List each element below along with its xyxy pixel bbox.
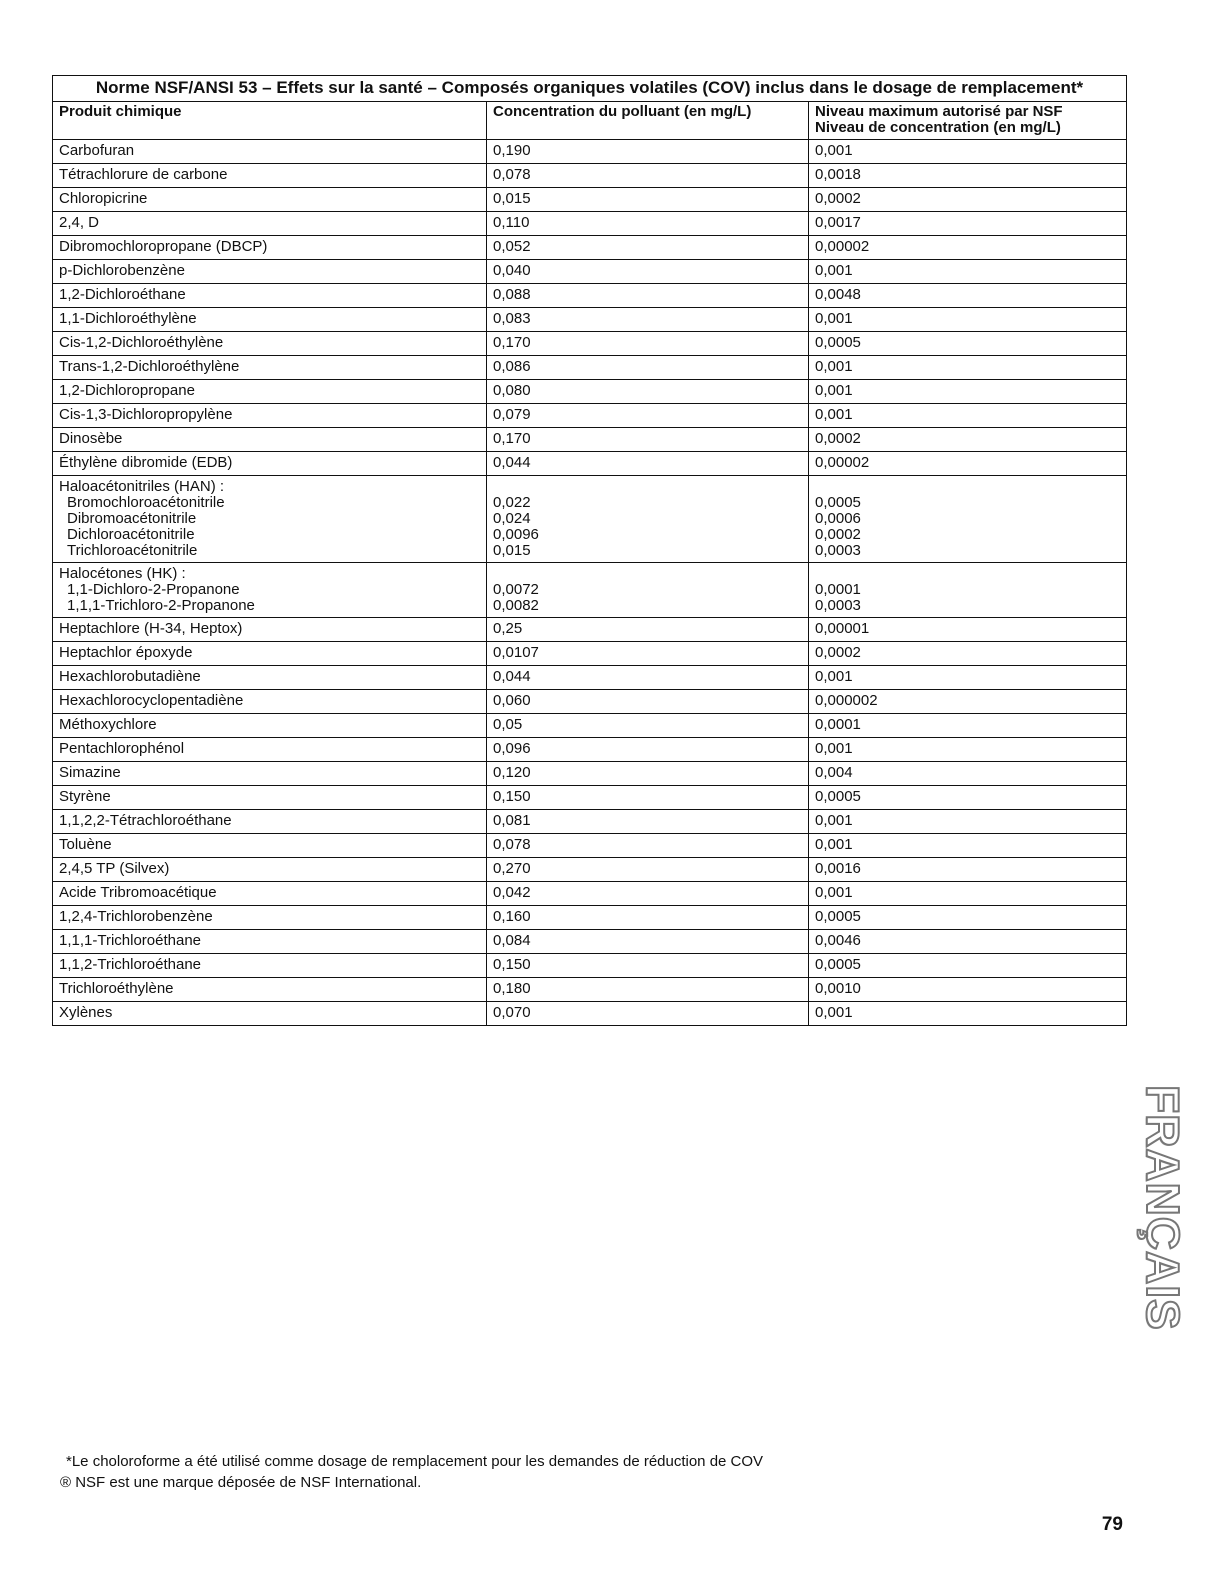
- concentration-cell: 0,044: [487, 666, 809, 690]
- max-level-cell: 0,0010: [809, 978, 1127, 1002]
- concentration-cell: 0,05: [487, 714, 809, 738]
- table-row: [53, 642, 1127, 666]
- header-max-level: [809, 102, 1127, 140]
- group-item-concentration: 0,024: [493, 510, 531, 527]
- chemical-name-cell: p-Dichlorobenzène: [53, 260, 487, 284]
- chemical-name-cell: 1,2-Dichloroéthane: [53, 284, 487, 308]
- chemical-name-cell: 1,1,1-Trichloroéthane: [53, 930, 487, 954]
- concentration-cell: 0,042: [487, 882, 809, 906]
- concentration-cell: 0,079: [487, 404, 809, 428]
- table-row: [53, 858, 1127, 882]
- voc-table-container: [52, 75, 1126, 1026]
- table-title: Norme NSF/ANSI 53 – Effets sur la santé – Composés organiques volatiles (COV) inclus dans le dosage de remplacement*: [53, 76, 1127, 102]
- group-item-name: 1,1-Dichloro-2-Propanone: [67, 581, 240, 598]
- table-body: [53, 140, 1127, 1026]
- concentration-cell: 0,078: [487, 164, 809, 188]
- concentration-cell: 0,078: [487, 834, 809, 858]
- chemical-name-cell: Cis-1,3-Dichloropropylène: [53, 404, 487, 428]
- max-level-cell: 0,00001: [809, 618, 1127, 642]
- header-max-level-line1: Niveau maximum autorisé par NSF: [815, 103, 1063, 120]
- concentration-cell: 0,015: [487, 188, 809, 212]
- table-row: [53, 762, 1127, 786]
- max-level-cell: 0,0018: [809, 164, 1127, 188]
- chemical-name-cell: Styrène: [53, 786, 487, 810]
- group-item-name: 1,1,1-Trichloro-2-Propanone: [67, 597, 255, 614]
- group-item-name: Trichloroacétonitrile: [67, 542, 198, 559]
- concentration-cell: 0,081: [487, 810, 809, 834]
- group-max-level-cell: [809, 563, 1127, 618]
- header-concentration: Concentration du polluant (en mg/L): [487, 102, 809, 140]
- max-level-cell: 0,004: [809, 762, 1127, 786]
- header-max-level-line2: Niveau de concentration (en mg/L): [815, 119, 1061, 136]
- group-item-max-level: 0,0001: [815, 581, 861, 598]
- table-row: [53, 930, 1127, 954]
- max-level-cell: 0,0017: [809, 212, 1127, 236]
- max-level-cell: 0,001: [809, 1002, 1127, 1026]
- page-number: 79: [1101, 1514, 1123, 1535]
- concentration-cell: 0,190: [487, 140, 809, 164]
- language-side-label: [1137, 1085, 1190, 1335]
- footnote-chloroform: *Le choloroforme a été utilisé comme dosage de remplacement pour les demandes de réduction de COV: [66, 1453, 764, 1470]
- chemical-name-cell: Pentachlorophénol: [53, 738, 487, 762]
- table-group-row: [53, 476, 1127, 563]
- concentration-cell: 0,25: [487, 618, 809, 642]
- max-level-cell: 0,0046: [809, 930, 1127, 954]
- chemical-name-cell: 2,4, D: [53, 212, 487, 236]
- chemical-name-cell: Tétrachlorure de carbone: [53, 164, 487, 188]
- max-level-cell: 0,001: [809, 260, 1127, 284]
- concentration-cell: 0,096: [487, 738, 809, 762]
- concentration-cell: 0,040: [487, 260, 809, 284]
- max-level-cell: 0,001: [809, 380, 1127, 404]
- chemical-name-cell: Cis-1,2-Dichloroéthylène: [53, 332, 487, 356]
- table-row: [53, 1002, 1127, 1026]
- table-row: [53, 380, 1127, 404]
- concentration-cell: 0,084: [487, 930, 809, 954]
- concentration-cell: 0,170: [487, 332, 809, 356]
- table-row: [53, 164, 1127, 188]
- group-item-concentration: 0,0072: [493, 581, 539, 598]
- max-level-cell: 0,001: [809, 356, 1127, 380]
- chemical-name-cell: 1,2-Dichloropropane: [53, 380, 487, 404]
- max-level-cell: 0,001: [809, 882, 1127, 906]
- group-item-max-level: 0,0006: [815, 510, 861, 527]
- concentration-cell: 0,150: [487, 954, 809, 978]
- chemical-name-cell: Toluène: [53, 834, 487, 858]
- group-item-max-level: 0,0002: [815, 526, 861, 543]
- max-level-cell: 0,0048: [809, 284, 1127, 308]
- max-level-cell: 0,001: [809, 666, 1127, 690]
- concentration-cell: 0,0107: [487, 642, 809, 666]
- chemical-name-cell: Carbofuran: [53, 140, 487, 164]
- table-row: [53, 212, 1127, 236]
- group-label: Halocétones (HK) :: [59, 565, 186, 582]
- max-level-cell: 0,000002: [809, 690, 1127, 714]
- table-row: [53, 786, 1127, 810]
- table-row: [53, 308, 1127, 332]
- max-level-cell: 0,0005: [809, 906, 1127, 930]
- chemical-name-cell: Dinosèbe: [53, 428, 487, 452]
- group-item-max-level: 0,0003: [815, 542, 861, 559]
- table-row: [53, 356, 1127, 380]
- table-row: [53, 404, 1127, 428]
- max-level-cell: 0,00002: [809, 452, 1127, 476]
- concentration-cell: 0,120: [487, 762, 809, 786]
- table-group-row: [53, 563, 1127, 618]
- table-row: [53, 666, 1127, 690]
- group-name-cell: [53, 476, 487, 563]
- concentration-cell: 0,044: [487, 452, 809, 476]
- concentration-cell: 0,150: [487, 786, 809, 810]
- table-row: [53, 260, 1127, 284]
- concentration-cell: 0,052: [487, 236, 809, 260]
- concentration-cell: 0,088: [487, 284, 809, 308]
- table-row: [53, 140, 1127, 164]
- table-row: [53, 714, 1127, 738]
- max-level-cell: 0,0002: [809, 642, 1127, 666]
- group-item-concentration: 0,022: [493, 494, 531, 511]
- chemical-name-cell: 1,2,4-Trichlorobenzène: [53, 906, 487, 930]
- table-row: [53, 284, 1127, 308]
- concentration-cell: 0,270: [487, 858, 809, 882]
- table-row: [53, 882, 1127, 906]
- group-item-name: Dibromoacétonitrile: [67, 510, 197, 527]
- table-row: [53, 738, 1127, 762]
- chemical-name-cell: 1,1,2,2-Tétrachloroéthane: [53, 810, 487, 834]
- header-chemical: Produit chimique: [53, 102, 487, 140]
- concentration-cell: 0,080: [487, 380, 809, 404]
- chemical-name-cell: 1,1,2-Trichloroéthane: [53, 954, 487, 978]
- chemical-name-cell: Trichloroéthylène: [53, 978, 487, 1002]
- table-row: [53, 906, 1127, 930]
- group-max-level-cell: [809, 476, 1127, 563]
- group-item-concentration: 0,0096: [493, 526, 539, 543]
- footnote-trademark: ® NSF est une marque déposée de NSF International.: [60, 1474, 422, 1491]
- max-level-cell: 0,0001: [809, 714, 1127, 738]
- chemical-name-cell: Simazine: [53, 762, 487, 786]
- max-level-cell: 0,0002: [809, 188, 1127, 212]
- chemical-name-cell: Chloropicrine: [53, 188, 487, 212]
- chemical-name-cell: 1,1-Dichloroéthylène: [53, 308, 487, 332]
- max-level-cell: 0,001: [809, 140, 1127, 164]
- max-level-cell: 0,0002: [809, 428, 1127, 452]
- max-level-cell: 0,001: [809, 834, 1127, 858]
- chemical-name-cell: Heptachlore (H-34, Heptox): [53, 618, 487, 642]
- concentration-cell: 0,060: [487, 690, 809, 714]
- table-row: [53, 332, 1127, 356]
- table-row: [53, 452, 1127, 476]
- table-row: [53, 978, 1127, 1002]
- max-level-cell: 0,0005: [809, 332, 1127, 356]
- chemical-name-cell: 2,4,5 TP (Silvex): [53, 858, 487, 882]
- concentration-cell: 0,170: [487, 428, 809, 452]
- max-level-cell: 0,0005: [809, 954, 1127, 978]
- chemical-name-cell: Trans-1,2-Dichloroéthylène: [53, 356, 487, 380]
- group-item-max-level: 0,0003: [815, 597, 861, 614]
- chemical-name-cell: Éthylène dibromide (EDB): [53, 452, 487, 476]
- concentration-cell: 0,160: [487, 906, 809, 930]
- chemical-name-cell: Méthoxychlore: [53, 714, 487, 738]
- max-level-cell: 0,001: [809, 308, 1127, 332]
- chemical-name-cell: Hexachlorocyclopentadiène: [53, 690, 487, 714]
- table-row: [53, 810, 1127, 834]
- group-concentration-cell: [487, 563, 809, 618]
- table-row: [53, 954, 1127, 978]
- table-row: [53, 618, 1127, 642]
- group-item-concentration: 0,015: [493, 542, 531, 559]
- chemical-name-cell: Heptachlor époxyde: [53, 642, 487, 666]
- chemical-name-cell: Hexachlorobutadiène: [53, 666, 487, 690]
- max-level-cell: 0,001: [809, 810, 1127, 834]
- chemical-name-cell: Acide Tribromoacétique: [53, 882, 487, 906]
- table-row: [53, 428, 1127, 452]
- voc-table: [52, 75, 1127, 1026]
- max-level-cell: 0,00002: [809, 236, 1127, 260]
- group-item-name: Bromochloroacétonitrile: [67, 494, 225, 511]
- table-row: [53, 188, 1127, 212]
- table-row: [53, 690, 1127, 714]
- concentration-cell: 0,086: [487, 356, 809, 380]
- concentration-cell: 0,070: [487, 1002, 809, 1026]
- concentration-cell: 0,110: [487, 212, 809, 236]
- chemical-name-cell: Dibromochloropropane (DBCP): [53, 236, 487, 260]
- table-row: [53, 834, 1127, 858]
- group-item-max-level: 0,0005: [815, 494, 861, 511]
- side-label-text: FRANÇAIS: [1137, 1085, 1189, 1331]
- max-level-cell: 0,0016: [809, 858, 1127, 882]
- max-level-cell: 0,001: [809, 404, 1127, 428]
- group-item-name: Dichloroacétonitrile: [67, 526, 195, 543]
- group-concentration-cell: [487, 476, 809, 563]
- concentration-cell: 0,083: [487, 308, 809, 332]
- max-level-cell: 0,001: [809, 738, 1127, 762]
- chemical-name-cell: Xylènes: [53, 1002, 487, 1026]
- group-name-cell: [53, 563, 487, 618]
- max-level-cell: 0,0005: [809, 786, 1127, 810]
- table-row: [53, 236, 1127, 260]
- concentration-cell: 0,180: [487, 978, 809, 1002]
- group-item-concentration: 0,0082: [493, 597, 539, 614]
- group-label: Haloacétonitriles (HAN) :: [59, 478, 225, 495]
